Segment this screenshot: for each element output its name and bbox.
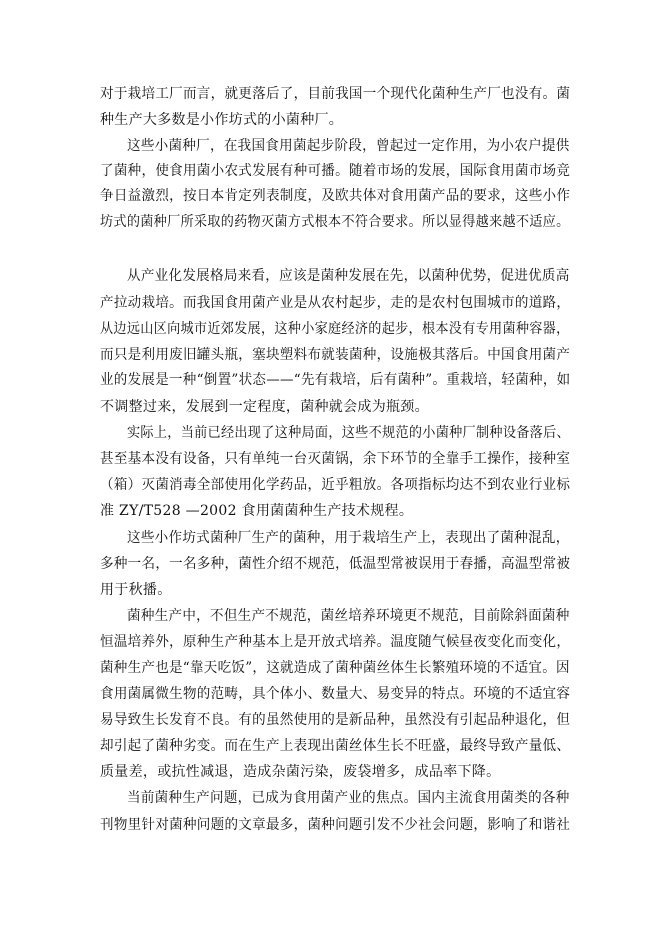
text-line: 多种一名，一名多种，菌性介绍不规范，低温型常被误用于春播，高温型常被 [100,556,571,572]
text-line: 这些小作坊式菌种厂生产的菌种，用于栽培生产上，表现出了菌种混乱， [127,530,570,546]
text-line: （箱）灭菌消毒全部使用化学药品，近乎粗放。各项指标均达不到农业行业标 [100,477,571,493]
text-line: 质量差，或抗性减退，造成杂菌污染，废袋增多，成品率下降。 [100,764,501,780]
text-line: 当前菌种生产问题，已成为食用菌产业的焦点。国内主流食用菌类的各种 [127,790,570,806]
text-line: 准 ZY/T528 —2002 食用菌菌种生产技术规程。 [100,503,414,519]
text-line: 种生产大多数是小作坊式的小菌种厂。 [100,112,344,128]
text-line: 而只是利用废旧罐头瓶，塞块塑料布就装菌种，设施极其落后。中国食用菌产 [100,347,571,363]
text-line: 易导致生长发育不良。有的虽然使用的是新品种，虽然没有引起品种退化，但 [100,712,571,728]
text-line: 了菌种，使食用菌小农式发展有种可播。随着市场的发展，国际食用菌市场竞 [100,163,571,179]
text-line: 坊式的菌种厂所采取的药物灭菌方式根本不符合要求。所以显得越来越不适应。 [100,214,570,230]
text-line: 刊物里针对菌种问题的文章最多，菌种问题引发不少社会问题，影响了和谐社 [100,817,571,833]
text-line: 用于秋播。 [100,582,172,598]
text-line: 实际上，当前已经出现了这种局面，这些不规范的小菌种厂制种设备落后、 [127,425,570,441]
text-line: 这些小菌种厂，在我国食用菌起步阶段，曾起过一定作用，为小农户提供 [127,138,570,154]
text-line: 菌种生产中，不但生产不规范，菌丝培养环境更不规范，目前除斜面菌种 [127,608,570,624]
text-line: 从产业化发展格局来看，应该是菌种发展在先，以菌种优势，促进优质高 [127,268,570,284]
text-line: 从边远山区向城市近郊发展，这种小家庭经济的起步，根本没有专用菌种容器， [100,321,570,337]
text-line: 产拉动栽培。而我国食用菌产业是从农村起步，走的是农村包围城市的道路， [100,295,571,311]
text-line: 甚至基本没有设备，只有单纯一台灭菌锅，余下环节的全靠手工操作，接种室 [100,451,571,467]
text-line: 业的发展是一种“倒置”状态——“先有栽培，后有菌种”。重栽培，轻菌种，如 [100,372,571,388]
text-line: 食用菌属微生物的范畴，具个体小、数量大、易变异的特点。环境的不适宜容 [100,686,571,702]
text-line: 菌种生产也是“靠天吃饭”，这就造成了菌种菌丝体生长繁殖环境的不适宜。因 [100,660,570,676]
text-line: 恒温培养外，原种生产种基本上是开放式培养。温度随气候昼夜变化而变化， [100,634,571,650]
text-line: 不调整过来，发展到一定程度，菌种就会成为瓶颈。 [100,399,429,415]
text-line: 对于栽培工厂而言，就更落后了，目前我国一个现代化菌种生产厂也没有。菌 [100,86,571,102]
text-line: 却引起了菌种劣变。而在生产上表现出菌丝体生长不旺盛，最终导致产量低、 [100,738,571,754]
text-line: 争日益激烈，按日本肯定列表制度，及欧共体对食用菌产品的要求，这些小作 [100,188,571,204]
